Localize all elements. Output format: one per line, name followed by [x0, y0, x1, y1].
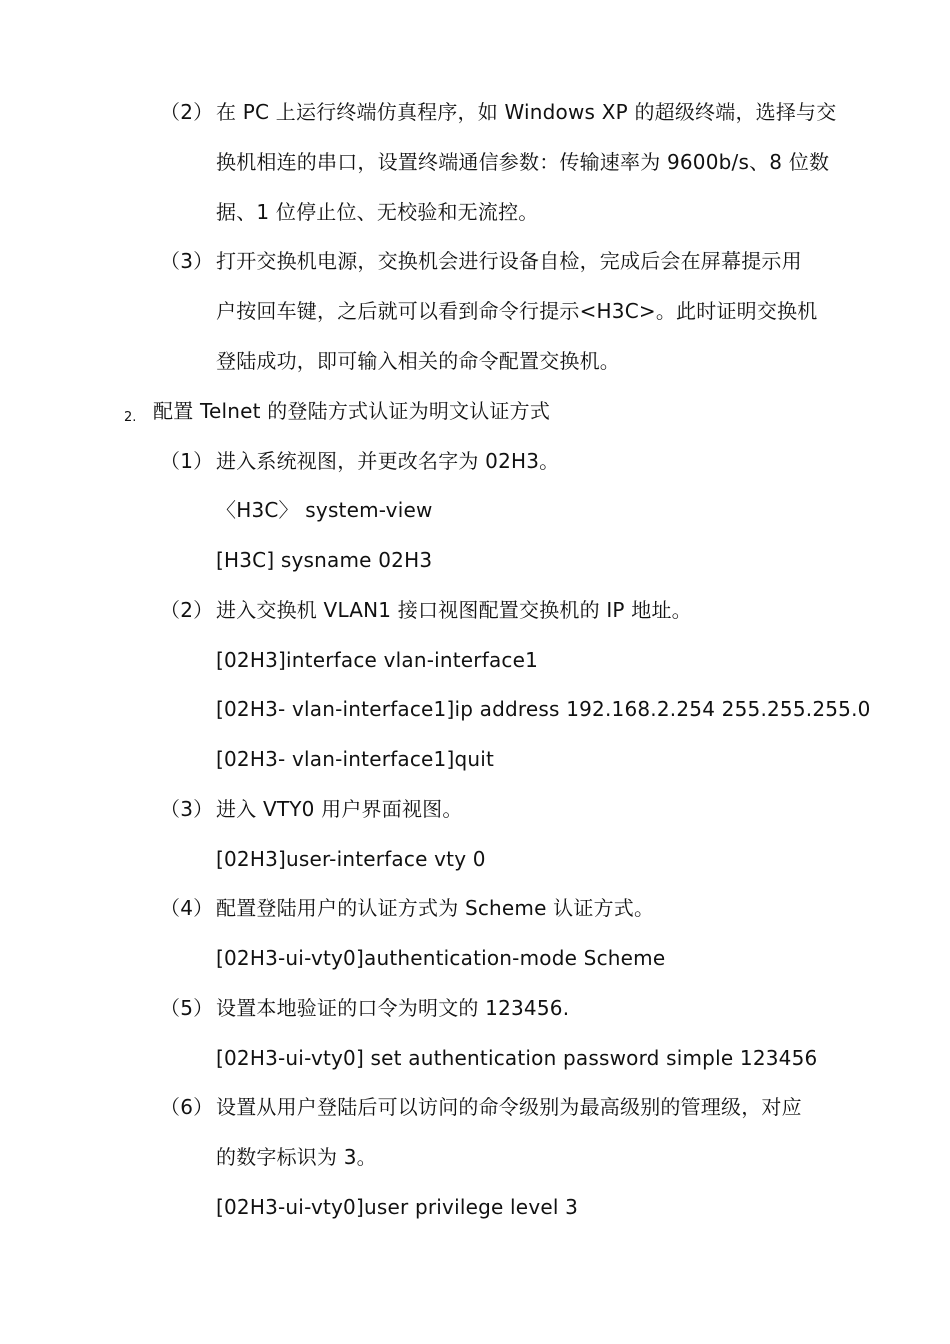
step-text: 进入交换机 VLAN1 接口视图配置交换机的 IP 地址。	[216, 598, 692, 622]
paragraph-line: 打开交换机电源，交换机会进行设备自检，完成后会在屏幕提示用	[216, 249, 802, 273]
step-text: 设置本地验证的口令为明文的 123456.	[216, 996, 570, 1020]
step-marker: （2）	[160, 598, 214, 622]
step-marker: （4）	[160, 896, 214, 920]
step-text: 设置从用户登陆后可以访问的命令级别为最高级别的管理级，对应	[216, 1095, 802, 1119]
section-number: 2.	[124, 410, 137, 425]
step-marker: （6）	[160, 1095, 214, 1119]
step-marker: （2）	[160, 100, 214, 124]
command-line: [02H3-ui-vty0]authentication-mode Scheme	[216, 946, 666, 970]
step-marker: （3）	[160, 797, 214, 821]
command-line: [H3C] sysname 02H3	[216, 548, 433, 572]
step-text: 的数字标识为 3。	[216, 1145, 377, 1169]
step-text: 进入系统视图，并更改名字为 02H3。	[216, 449, 560, 473]
step-marker: （5）	[160, 996, 214, 1020]
step-text: 进入 VTY0 用户界面视图。	[216, 797, 463, 821]
command-line: [02H3- vlan-interface1]quit	[216, 747, 495, 771]
command-line: [02H3]interface vlan-interface1	[216, 648, 539, 672]
step-marker: （1）	[160, 449, 214, 473]
paragraph-line: 据、1 位停止位、无校验和无流控。	[216, 200, 539, 224]
command-line: [02H3-ui-vty0] set authentication password simple 123456	[216, 1046, 818, 1070]
command-line: [02H3]user-interface vty 0	[216, 847, 486, 871]
command-line: 〈H3C〉 system-view	[216, 498, 433, 522]
section-title: 配置 Telnet 的登陆方式认证为明文认证方式	[153, 399, 551, 423]
paragraph-line: 换机相连的串口，设置终端通信参数：传输速率为 9600b/s、8 位数	[216, 150, 830, 174]
command-line: [02H3-ui-vty0]user privilege level 3	[216, 1195, 579, 1219]
paragraph-line: 登陆成功，即可输入相关的命令配置交换机。	[216, 349, 620, 373]
step-marker: （3）	[160, 249, 214, 273]
paragraph-line: 在 PC 上运行终端仿真程序，如 Windows XP 的超级终端，选择与交	[216, 100, 837, 124]
command-line: [02H3- vlan-interface1]ip address 192.168.2.254 255.255.255.0	[216, 697, 871, 721]
paragraph-line: 户按回车键，之后就可以看到命令行提示<H3C>。此时证明交换机	[216, 299, 818, 323]
step-text: 配置登陆用户的认证方式为 Scheme 认证方式。	[216, 896, 655, 920]
